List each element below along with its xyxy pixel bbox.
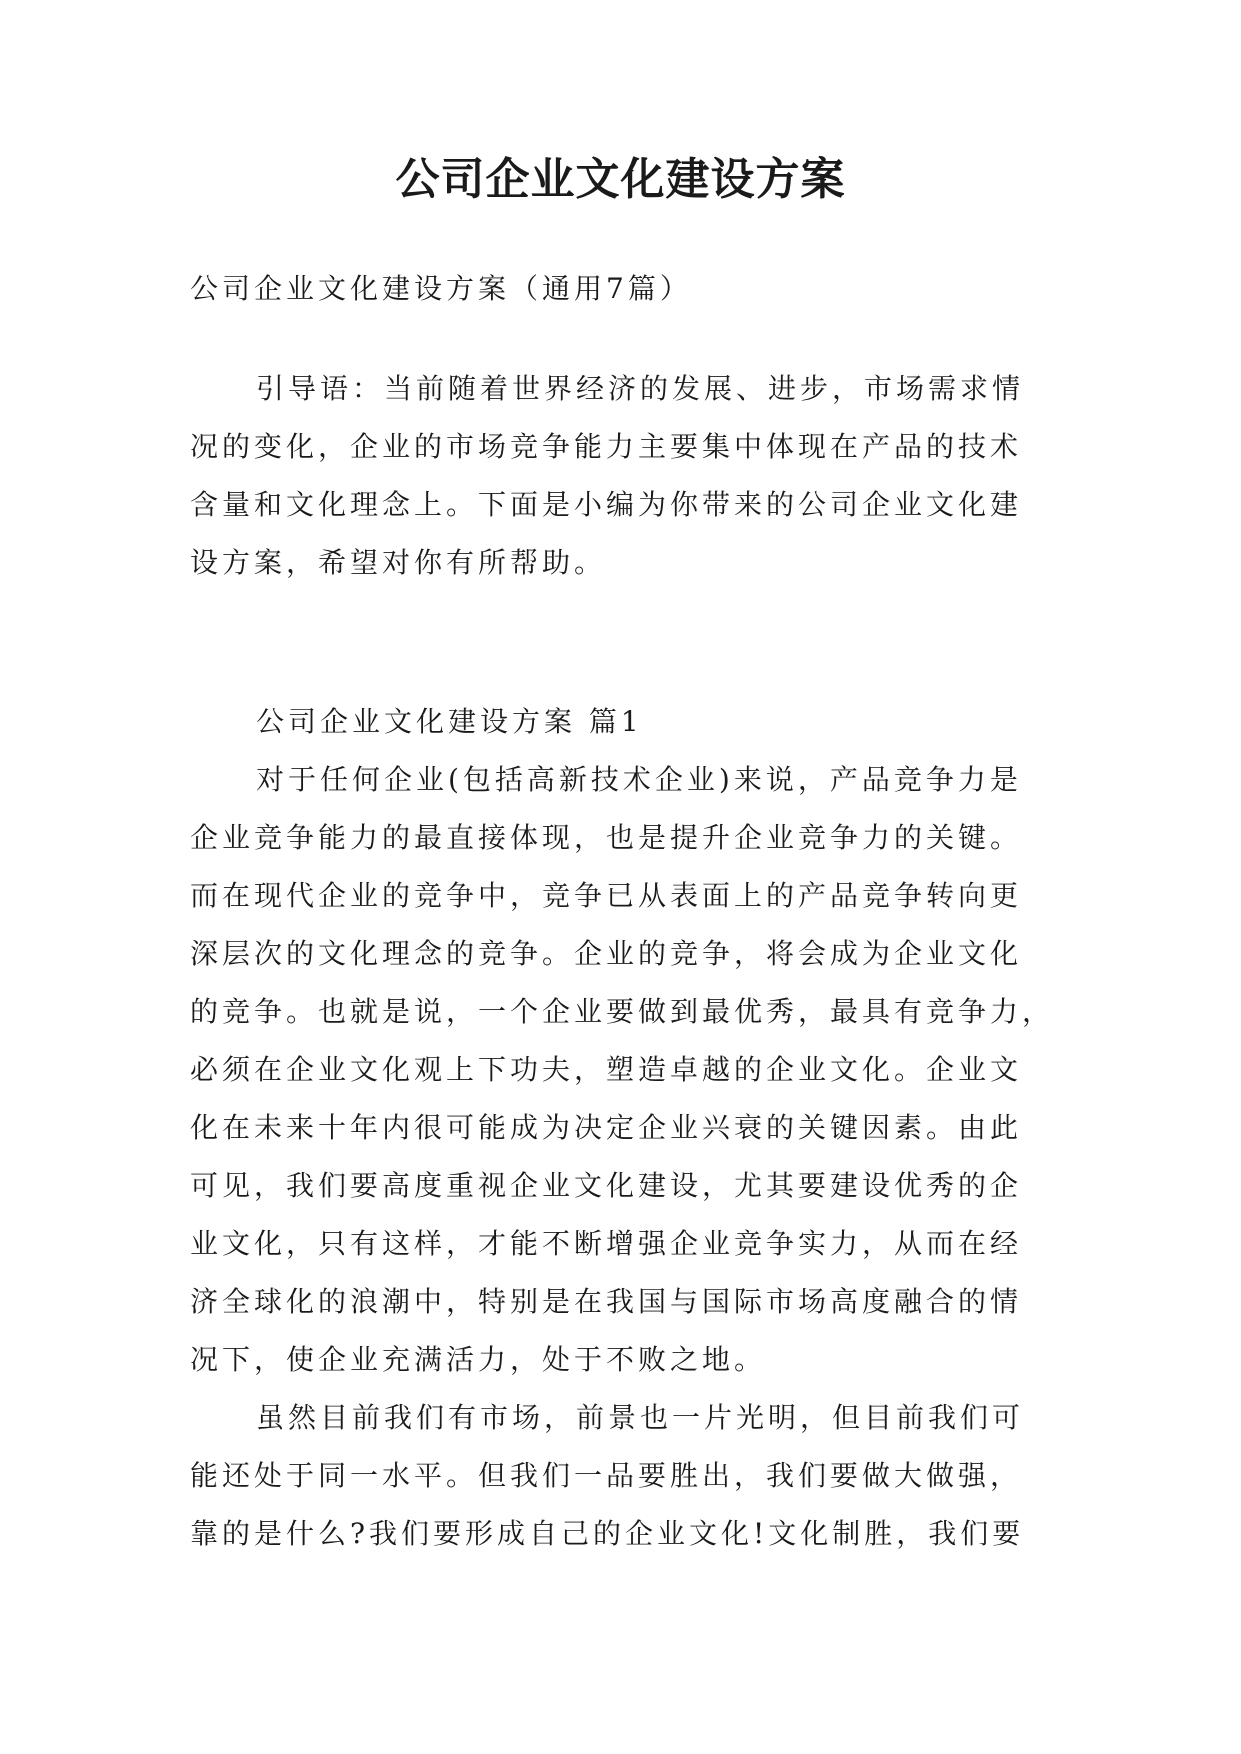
body-line: 虽然目前我们有市场，前景也一片光明，但目前我们可	[256, 1401, 1025, 1434]
document-subtitle: 公司企业文化建设方案（通用7篇）	[190, 272, 692, 305]
intro-line: 设方案，希望对你有所帮助。	[190, 546, 607, 579]
intro-line: 引导语：当前随着世界经济的发展、进步，市场需求情	[256, 372, 1025, 405]
body-line: 而在现代企业的竞争中，竞争已从表面上的产品竞争转向更	[190, 879, 1023, 912]
body-paragraph-2	[190, 1389, 1052, 1563]
body-line: 业文化，只有这样，才能不断增强企业竞争实力，从而在经	[190, 1227, 1023, 1260]
body-line: 深层次的文化理念的竞争。企业的竞争，将会成为企业文化	[190, 937, 1023, 970]
body-line: 的竞争。也就是说，一个企业要做到最优秀，最具有竞争力，	[190, 995, 1055, 1028]
intro-line: 含量和文化理念上。下面是小编为你带来的公司企业文化建	[190, 488, 1023, 521]
intro-paragraph	[190, 360, 1052, 592]
body-line: 对于任何企业(包括高新技术企业)来说，产品竞争力是	[256, 763, 1022, 796]
document-title: 公司企业文化建设方案	[395, 154, 846, 205]
body-line: 化在未来十年内很可能成为决定企业兴衰的关键因素。由此	[190, 1111, 1023, 1144]
body-line: 况下，使企业充满活力，处于不败之地。	[190, 1343, 767, 1376]
body-line: 企业竞争能力的最直接体现，也是提升企业竞争力的关键。	[190, 821, 1023, 854]
section-heading: 公司企业文化建设方案 篇1	[256, 705, 643, 738]
body-line: 可见，我们要高度重视企业文化建设，尤其要建设优秀的企	[190, 1169, 1023, 1202]
intro-line: 况的变化，企业的市场竞争能力主要集中体现在产品的技术	[190, 430, 1023, 463]
body-line: 靠的是什么?我们要形成自己的企业文化!文化制胜，我们要	[190, 1517, 1025, 1550]
body-line: 必须在企业文化观上下功夫，塑造卓越的企业文化。企业文	[190, 1053, 1023, 1086]
body-line: 能还处于同一水平。但我们一品要胜出，我们要做大做强，	[190, 1459, 1023, 1492]
body-line: 济全球化的浪潮中，特别是在我国与国际市场高度融合的情	[190, 1285, 1023, 1318]
body-paragraph-1	[190, 751, 1055, 1389]
